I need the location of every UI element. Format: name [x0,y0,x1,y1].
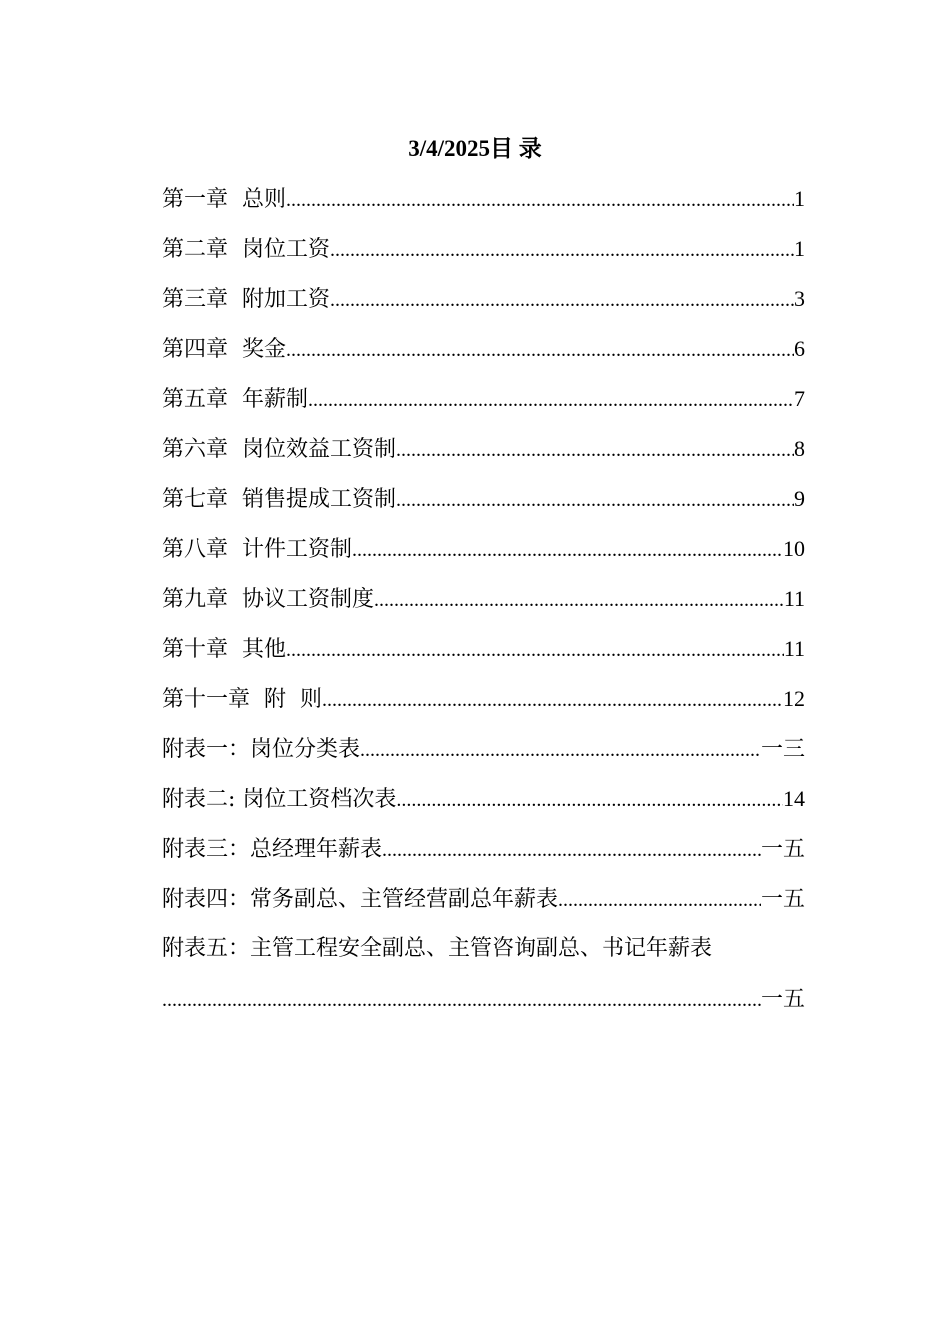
toc-entry-label: 第六章 岗位效益工资制 [162,437,396,462]
toc-leader-dots [286,181,794,219]
toc-entry-page: 14 [783,786,805,811]
toc-leader-dots [322,681,783,719]
toc-entry[interactable] [162,630,805,680]
toc-entry-page: 8 [794,436,805,461]
toc-leader-dots [308,381,794,419]
toc-entry-page: 一五 [760,886,805,911]
toc-entry-page: 3 [794,286,805,311]
toc-entry-page: 6 [794,336,805,361]
toc-entry-label: 附表五：主管工程安全副总、主管咨询副总、书记年薪表 [162,936,713,961]
toc-entry[interactable] [162,830,805,880]
toc-leader-dots [396,431,794,469]
toc-entry-label: 第十一章 附 则 [162,687,322,712]
toc-entry-label: 第五章 年薪制 [162,387,308,412]
toc-entry-label: 附表一：岗位分类表 [162,737,361,762]
toc-entry-page: 7 [794,386,805,411]
toc-entry-label: 第七章 销售提成工资制 [162,487,396,512]
toc-entry[interactable] [162,380,805,430]
toc-entry-label: 附表二: 岗位工资档次表 [162,787,397,812]
toc-entry-wrapped[interactable] [162,930,805,1030]
toc-leader-dots [286,331,794,369]
toc-entry-page: 10 [783,536,805,561]
toc-entry[interactable] [162,480,805,530]
toc-entry-label: 第九章 协议工资制度 [162,587,374,612]
toc-entry-page: 1 [794,186,805,211]
toc-entry-label: 附表三：总经理年薪表 [162,837,383,862]
toc-entry-page: 11 [783,586,805,611]
toc-leader-dots [330,231,794,269]
toc-entry[interactable] [162,730,805,780]
toc-entry[interactable] [162,430,805,480]
toc-leader-dots [352,531,783,569]
toc-entry-leader-line [162,980,805,1030]
toc-entry-label: 第八章 计件工资制 [162,537,352,562]
toc-entry[interactable] [162,580,805,630]
toc-entry[interactable] [162,330,805,380]
toc-leader-dots [374,581,784,619]
toc-leader-dots [162,981,761,1019]
toc-entry-label: 附表四：常务副总、主管经营副总年薪表 [162,887,559,912]
toc-leader-dots [330,281,794,319]
toc-leader-dots [286,631,784,669]
toc-entry-page: 12 [783,686,805,711]
toc-entry-label: 第三章 附加工资 [162,287,330,312]
toc-entry-page: 一三 [760,736,805,761]
toc-leader-dots [360,731,761,769]
toc-entry-label: 第十章 其他 [162,637,286,662]
toc-entry[interactable] [162,180,805,230]
toc-title: 3/4/2025目 录 [408,136,542,161]
toc-leader-dots [396,481,794,519]
toc-entry-page: 9 [794,486,805,511]
toc-entry[interactable] [162,230,805,280]
toc-leader-dots [382,831,761,869]
toc-entry-label: 第四章 奖金 [162,337,286,362]
toc-entry-page: 一五 [760,836,805,861]
toc-entry[interactable] [162,530,805,580]
toc-leader-dots [558,881,761,919]
toc-entry-page: 11 [783,636,805,661]
toc-entry[interactable] [162,280,805,330]
toc-entry-page: 一五 [760,986,805,1011]
toc-entry-page: 1 [794,236,805,261]
toc-entry-label: 第二章 岗位工资 [162,237,330,262]
toc-entry[interactable] [162,780,805,830]
toc-list [162,180,805,1030]
toc-leader-dots [396,781,783,819]
toc-entry[interactable] [162,680,805,730]
toc-entry[interactable] [162,880,805,930]
toc-entry-label: 第一章 总则 [162,187,286,212]
